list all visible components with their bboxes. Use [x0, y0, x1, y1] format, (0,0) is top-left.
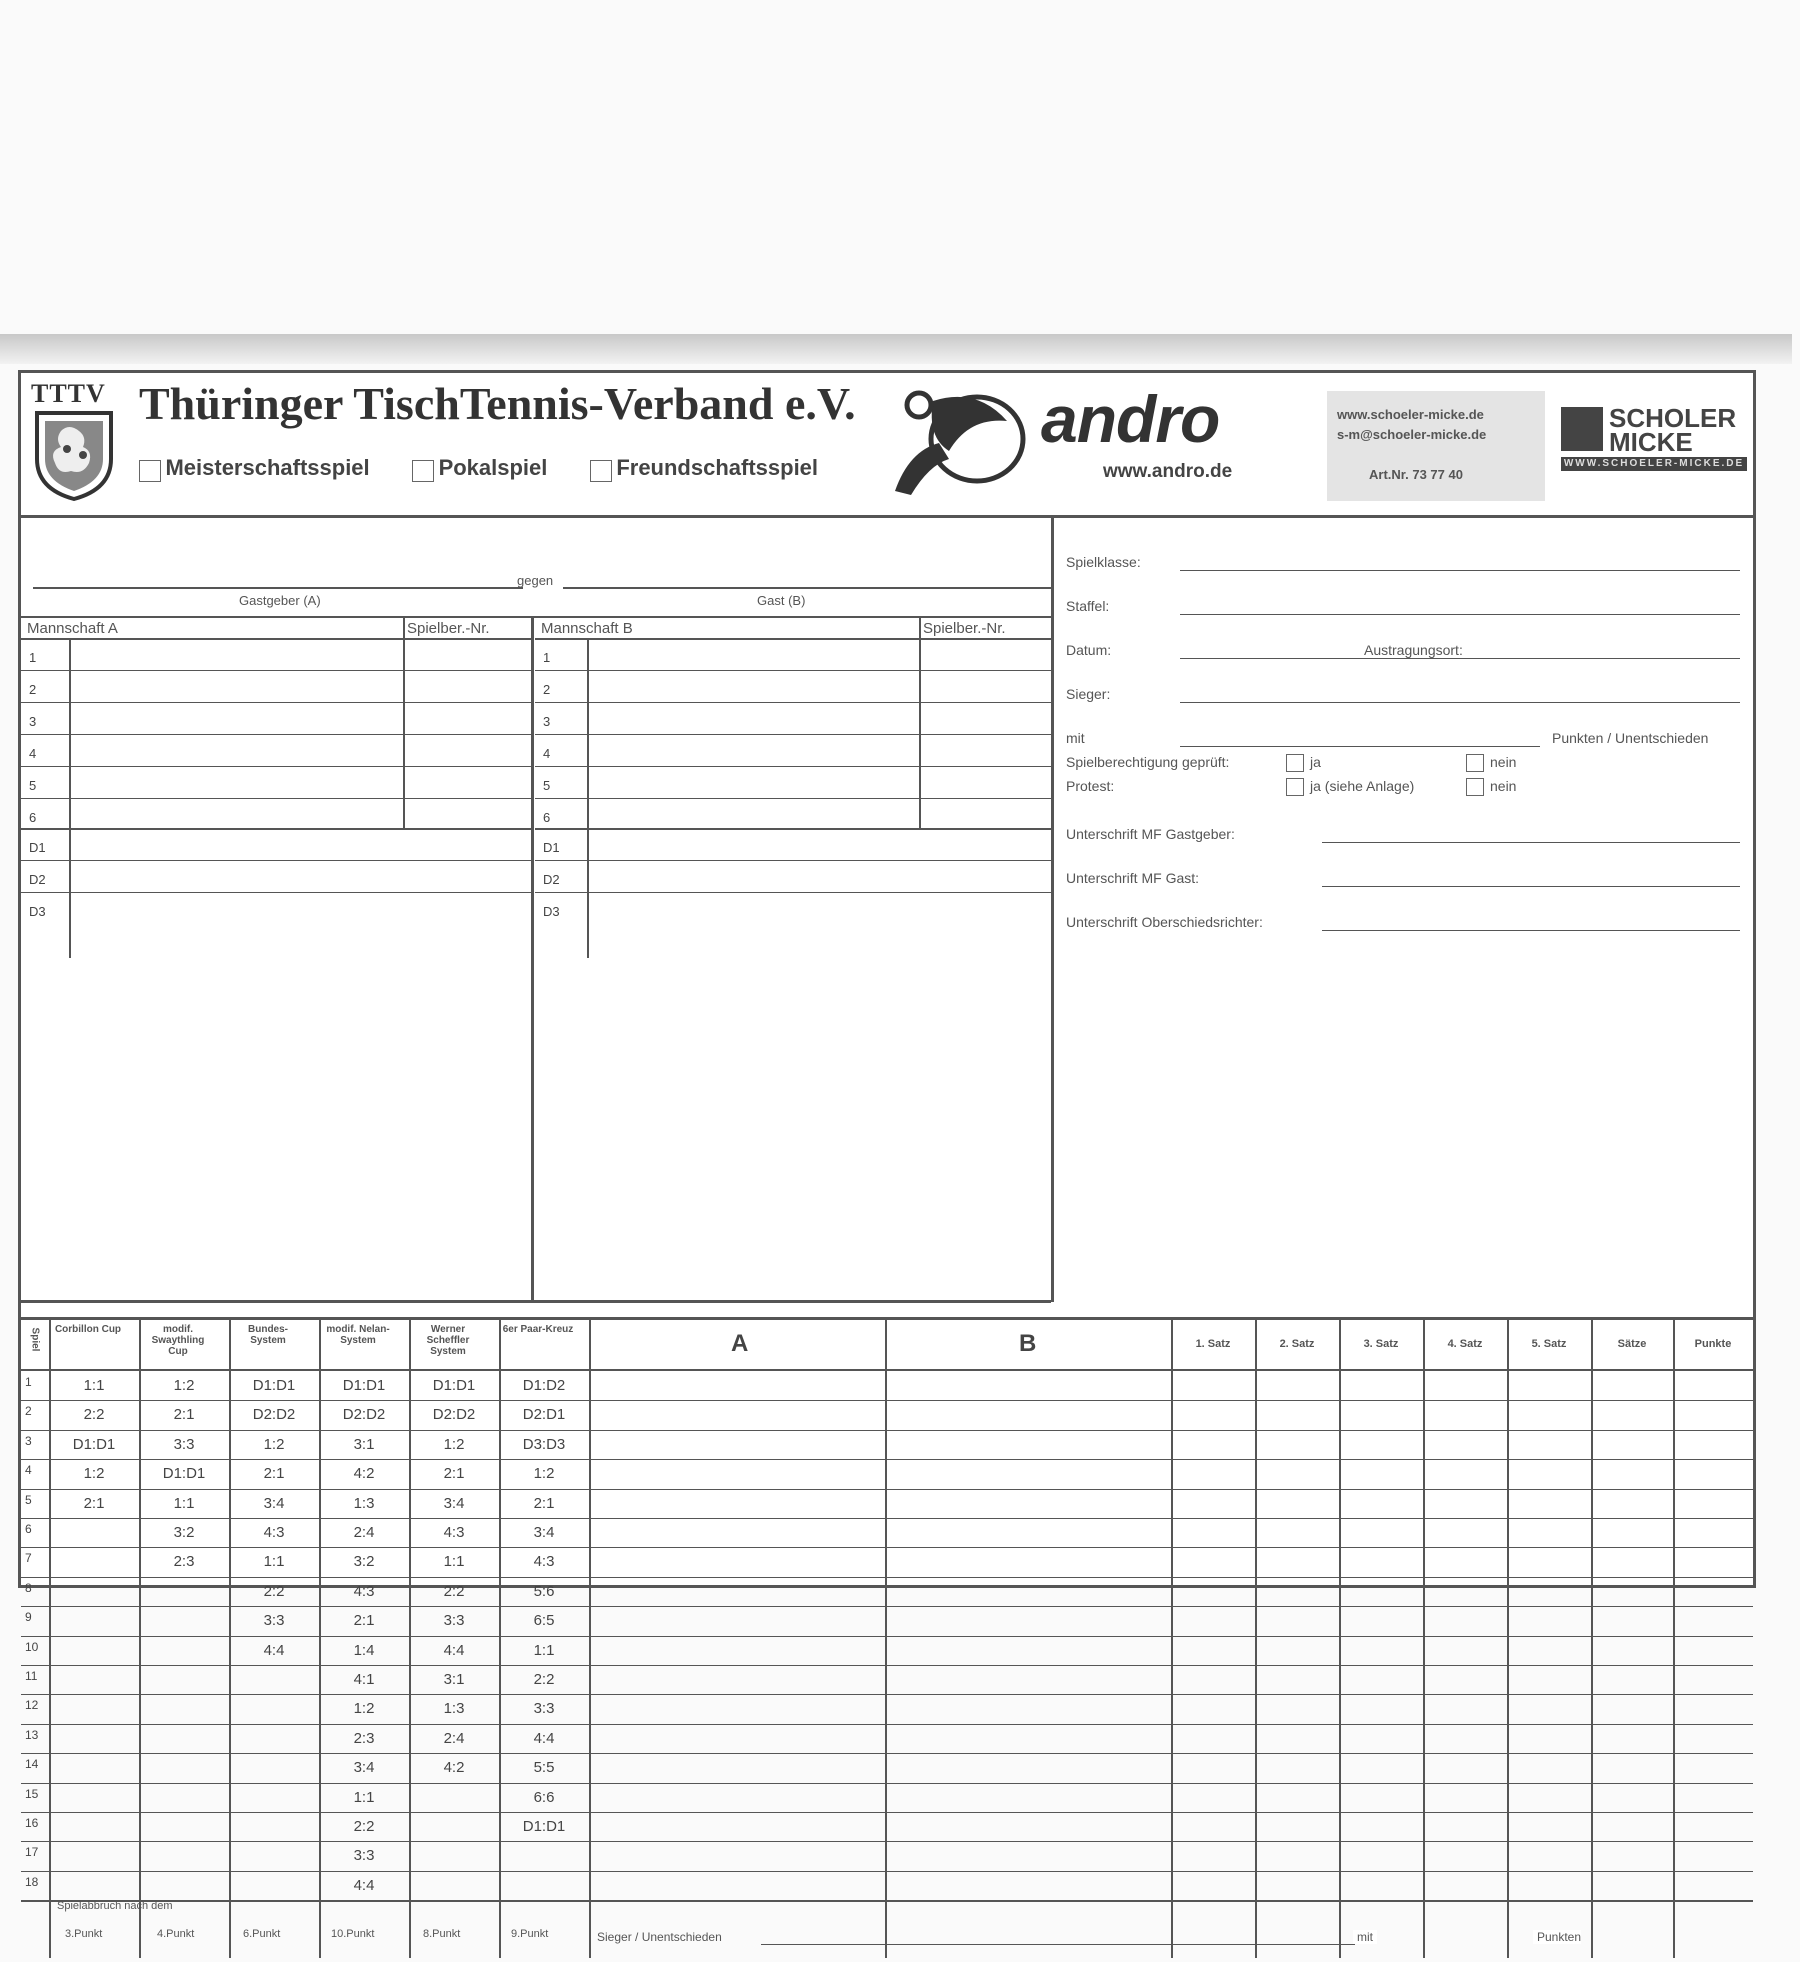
game-row-number: 3 — [25, 1433, 32, 1448]
pairing-cell: 3:2 — [173, 1524, 195, 1541]
pairing-cell: 1:1 — [533, 1641, 555, 1659]
pairing-cell: 4:2 — [353, 1465, 375, 1483]
game-type-options — [139, 455, 818, 482]
micke-text: MICKE — [1609, 427, 1693, 457]
pairing-cell: 4:3 — [263, 1524, 285, 1541]
pairing-cell: 4:4 — [533, 1729, 555, 1747]
dealer-url-band: WWW.SCHOELER-MICKE.DE — [1561, 457, 1747, 471]
dealer-mail: s-m@schoeler-micke.de — [1337, 427, 1487, 442]
pairing-cell: D1:D1 — [72, 1435, 116, 1453]
game-row-number: 2 — [25, 1404, 32, 1419]
austragungsort-label: Austragungsort: — [1364, 642, 1463, 658]
pairing-cell: 3:1 — [443, 1671, 465, 1688]
spielberechtigung-ja-label: ja — [1310, 754, 1321, 770]
pairing-cell: 5:5 — [533, 1759, 555, 1777]
game-row-number: 18 — [25, 1874, 39, 1889]
protest-ja-checkbox[interactable] — [1286, 778, 1304, 796]
pairing-cell: 2:4 — [443, 1729, 465, 1747]
pairing-cell: D2:D2 — [252, 1406, 296, 1424]
pairing-cell: 3:3 — [533, 1700, 555, 1718]
player-row-a: 1 — [29, 650, 37, 665]
game-row-number: 16 — [25, 1816, 39, 1830]
pairing-cell: 4:3 — [353, 1582, 375, 1600]
pairing-cell: 3:3 — [443, 1612, 465, 1630]
game-row-number: 8 — [25, 1580, 32, 1595]
pairing-cell: 3:4 — [353, 1759, 375, 1777]
player-row-b: 6 — [543, 810, 551, 825]
scholer-micke-emblem — [1561, 407, 1603, 451]
pairing-cell: 3:3 — [173, 1435, 195, 1453]
pairing-cell: 2:2 — [443, 1582, 465, 1600]
col-b-header: B — [1019, 1330, 1037, 1357]
saetze-header: Sätze — [1617, 1338, 1647, 1350]
pairing-cell: 2:3 — [173, 1553, 195, 1571]
pairing-cell: 1:2 — [83, 1465, 105, 1483]
doubles-row-b: D3 — [543, 904, 560, 919]
set-header: 1. Satz — [1195, 1338, 1231, 1350]
footer-point: 8.Punkt — [423, 1928, 461, 1940]
spielklasse-label: Spielklasse: — [1066, 554, 1141, 570]
sieger-label: Sieger: — [1066, 686, 1111, 702]
player-row-a: 2 — [29, 682, 37, 697]
footer-point: 3.Punkt — [65, 1928, 103, 1940]
pairing-cell: 2:1 — [173, 1406, 195, 1424]
game-row-number: 17 — [25, 1845, 39, 1860]
abbruch-caption: Spielabbruch nach dem — [57, 1900, 173, 1912]
col-a-header: A — [731, 1330, 749, 1357]
footer-point: 6.Punkt — [243, 1928, 281, 1940]
art-number: Art.Nr. 73 77 40 — [1369, 467, 1463, 482]
meisterschaft-checkbox[interactable] — [139, 460, 161, 482]
game-row-number: 4 — [25, 1463, 32, 1478]
game-row-number: 15 — [25, 1786, 39, 1801]
pairing-cell: 3:3 — [263, 1612, 285, 1630]
pairing-cell: 1:3 — [353, 1494, 375, 1512]
protest-ja-label: ja (siehe Anlage) — [1310, 778, 1415, 794]
footer-point: 10.Punkt — [331, 1928, 375, 1940]
table-tennis-paddle-icon — [889, 381, 1029, 499]
game-row-number: 12 — [25, 1698, 39, 1713]
pairing-cell: 2:1 — [83, 1494, 105, 1512]
system-header: modif. Nelan-System — [326, 1324, 390, 1346]
pairing-cell: D2:D2 — [432, 1406, 476, 1424]
association-title: Thüringer TischTennis-Verband e.V. — [139, 378, 856, 429]
pairing-cell: 4:4 — [353, 1876, 375, 1894]
pairing-cell: 3:1 — [353, 1435, 375, 1453]
team-a-header: Mannschaft A — [27, 620, 118, 637]
game-row-number: 13 — [25, 1727, 39, 1742]
spielberechtigung-ja-checkbox[interactable] — [1286, 754, 1304, 772]
pairing-cell: 4:3 — [443, 1524, 465, 1541]
system-header: Bundes-System — [248, 1324, 288, 1346]
score-sheet — [18, 370, 1756, 1944]
protest-nein-checkbox[interactable] — [1466, 778, 1484, 796]
pokal-label: Pokalspiel — [438, 455, 548, 480]
pairing-cell: 6:6 — [533, 1788, 555, 1806]
doubles-row-b: D1 — [543, 840, 560, 855]
pairing-cell: D1:D1 — [162, 1465, 206, 1483]
dealer-contact-box — [1327, 391, 1545, 501]
pairing-cell: D1:D1 — [342, 1377, 386, 1394]
game-row-number: 1 — [25, 1375, 32, 1389]
pairing-cell: 2:1 — [533, 1494, 555, 1512]
sig-host-label: Unterschrift MF Gastgeber: — [1066, 826, 1235, 842]
pairing-cell: D1:D1 — [522, 1818, 566, 1835]
pairing-cell: 2:4 — [353, 1524, 375, 1541]
mit-label: mit — [1066, 730, 1085, 746]
footer-winner-label: Sieger / Unentschieden — [597, 1930, 722, 1944]
team-b-table — [535, 618, 1051, 1300]
pairing-cell: 2:1 — [353, 1612, 375, 1630]
game-row-number: 14 — [25, 1757, 39, 1772]
system-header: 6er Paar-Kreuz — [502, 1324, 574, 1335]
pairing-cell: 2:2 — [263, 1582, 285, 1600]
game-row-number: 6 — [25, 1522, 32, 1536]
crest-text: TTTV — [31, 379, 106, 408]
pairing-cell: 4:4 — [263, 1641, 285, 1659]
pairing-cell: 1:3 — [443, 1700, 465, 1718]
game-row-number: 9 — [25, 1610, 32, 1625]
protest-label: Protest: — [1066, 778, 1115, 794]
andro-url: www.andro.de — [1103, 461, 1233, 482]
pairing-cell: 3:4 — [533, 1524, 555, 1541]
doubles-row-b: D2 — [543, 872, 560, 887]
pairing-cell: 2:2 — [533, 1671, 555, 1688]
doubles-row-a: D1 — [29, 840, 46, 855]
set-header: 5. Satz — [1531, 1338, 1567, 1350]
pairing-cell: 5:6 — [533, 1582, 555, 1600]
footer-punkten-label: Punkten — [1533, 1930, 1581, 1944]
player-no-header-b: Spielber.-Nr. — [923, 620, 1006, 637]
footer-point: 9.Punkt — [511, 1928, 549, 1940]
spielberechtigung-nein-checkbox[interactable] — [1466, 754, 1484, 772]
pairing-cell: 1:4 — [353, 1641, 375, 1659]
player-no-header-a: Spielber.-Nr. — [407, 620, 490, 637]
player-row-b: 2 — [543, 682, 551, 697]
pairing-cell: D2:D1 — [522, 1406, 566, 1424]
spielberechtigung-label: Spielberechtigung geprüft: — [1066, 754, 1230, 770]
sig-guest-label: Unterschrift MF Gast: — [1066, 870, 1200, 886]
pairing-cell: 1:2 — [173, 1377, 195, 1394]
pairing-cell: D3:D3 — [522, 1435, 566, 1453]
pairing-cell: 4:2 — [443, 1759, 465, 1777]
set-header: 3. Satz — [1363, 1338, 1399, 1350]
gegen-label: gegen — [517, 573, 554, 588]
system-header: modif. Swaythling Cup — [151, 1324, 205, 1357]
game-row-number: 7 — [25, 1551, 32, 1566]
footer-point: 4.Punkt — [157, 1928, 195, 1940]
shield-icon — [31, 409, 117, 501]
pairing-cell: 2:1 — [263, 1465, 285, 1483]
dealer-web: www.schoeler-micke.de — [1337, 407, 1484, 422]
home-team-label: Gastgeber (A) — [239, 593, 321, 608]
pairing-cell: 1:1 — [83, 1377, 105, 1394]
pairing-cell: 2:2 — [83, 1406, 105, 1424]
pairing-cell: 1:1 — [443, 1553, 465, 1571]
pairing-cell: 1:2 — [353, 1700, 375, 1718]
player-row-b: 1 — [543, 650, 551, 665]
team-a-table — [21, 618, 531, 1300]
pairing-cell: D1:D2 — [522, 1377, 566, 1394]
protest-nein-label: nein — [1490, 778, 1517, 794]
pairing-cell: 4:3 — [533, 1553, 555, 1571]
datum-label: Datum: — [1066, 642, 1112, 658]
pairing-cell: 1:2 — [533, 1465, 555, 1483]
scholer-text: SCHOLER — [1609, 403, 1737, 433]
freundschaft-label: Freundschaftsspiel — [616, 455, 819, 480]
doubles-row-a: D3 — [29, 904, 46, 919]
pairing-cell: 1:1 — [353, 1788, 375, 1806]
pairing-cell: 1:1 — [173, 1494, 195, 1512]
set-header: 4. Satz — [1447, 1338, 1483, 1350]
meisterschaft-label: Meisterschaftsspiel — [165, 455, 370, 480]
system-header: Corbillon Cup — [54, 1324, 122, 1335]
player-row-a: 6 — [29, 810, 37, 825]
player-row-b: 4 — [543, 746, 551, 761]
set-header: 2. Satz — [1279, 1338, 1315, 1350]
doubles-row-a: D2 — [29, 872, 46, 887]
team-b-header: Mannschaft B — [541, 620, 633, 637]
pairing-cell: 1:1 — [263, 1553, 285, 1571]
pairing-cell: 4:4 — [443, 1641, 465, 1659]
pairing-cell: 3:2 — [353, 1553, 375, 1571]
pairing-cell: D2:D2 — [342, 1406, 386, 1424]
spiel-header: Spiel — [29, 1327, 41, 1352]
pairing-cell: 2:3 — [353, 1729, 375, 1747]
pairing-cell: D1:D1 — [252, 1377, 296, 1394]
pairing-cell: 1:2 — [443, 1435, 465, 1453]
player-row-a: 4 — [29, 746, 37, 761]
game-row-number: 11 — [25, 1669, 38, 1683]
score-table — [21, 1320, 1753, 1962]
paper-shadow — [0, 334, 1792, 364]
player-row-a: 3 — [29, 714, 37, 729]
pairing-cell: 3:3 — [353, 1847, 375, 1865]
scholer-micke-logo — [1561, 403, 1747, 483]
pairing-cell: 3:4 — [443, 1494, 465, 1512]
pairing-cell: 2:2 — [353, 1818, 375, 1835]
pairing-cell: 6:5 — [533, 1612, 555, 1630]
game-row-number: 5 — [25, 1492, 32, 1507]
pairing-cell: 4:1 — [353, 1671, 375, 1688]
punkten-unentschieden-label: Punkten / Unentschieden — [1552, 730, 1709, 746]
punkte-header: Punkte — [1694, 1338, 1732, 1350]
player-row-b: 5 — [543, 778, 551, 793]
pairing-cell: 1:2 — [263, 1435, 285, 1453]
pairing-cell: 3:4 — [263, 1494, 285, 1512]
andro-logo: andro — [1041, 382, 1220, 456]
game-row-number: 10 — [25, 1639, 39, 1654]
player-row-a: 5 — [29, 778, 37, 793]
crest-logo — [31, 379, 121, 503]
sig-referee-label: Unterschrift Oberschiedsrichter: — [1066, 914, 1263, 930]
footer-mit-label: mit — [1353, 1930, 1377, 1944]
match-info-panel — [1054, 518, 1753, 1302]
player-row-b: 3 — [543, 714, 551, 729]
system-header: Werner Scheffler System — [426, 1324, 470, 1357]
staffel-label: Staffel: — [1066, 598, 1110, 614]
pokal-checkbox[interactable] — [412, 460, 434, 482]
pairing-cell: 2:1 — [443, 1465, 465, 1483]
pairing-cell: D1:D1 — [432, 1377, 476, 1394]
spielberechtigung-nein-label: nein — [1490, 754, 1517, 770]
guest-team-label: Gast (B) — [757, 593, 806, 608]
freundschaft-checkbox[interactable] — [590, 460, 612, 482]
